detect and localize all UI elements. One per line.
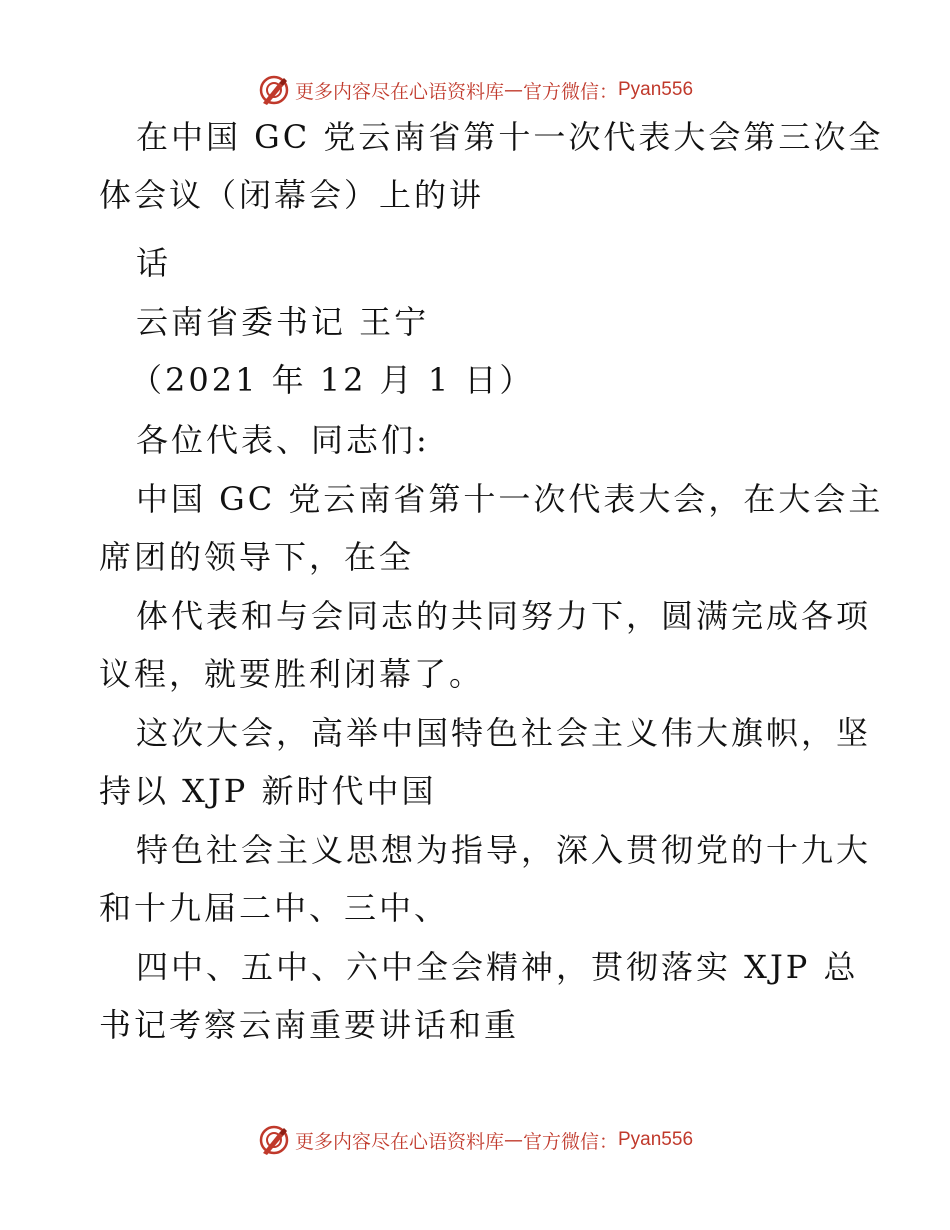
paragraph-line: 体代表和与会同志的共同努力下，圆满完成各项 — [136, 597, 872, 635]
paragraph-line: 和十九届二中、三中、 — [99, 889, 450, 927]
watermark-separator: — — [503, 79, 523, 101]
watermark-main-text: 更多内容尽在心语资料库 — [294, 1130, 504, 1153]
pen-circle-logo-icon — [257, 1123, 291, 1157]
footer-watermark — [0, 1120, 950, 1160]
title-line-2: 体会议（闭幕会）上的讲 — [99, 176, 485, 214]
paragraph-line: 这次大会，高举中国特色社会主义伟大旗帜，坚 — [136, 714, 872, 752]
paragraph-line: 席团的领导下，在全 — [99, 538, 415, 576]
watermark-sub-text: 官方微信： — [522, 80, 618, 103]
date-line: （2021 年 12 月 1 日） — [130, 361, 535, 399]
title-line-3: 话 — [136, 244, 172, 282]
paragraph-line: 中国 GC 党云南省第十一次代表大会，在大会主 — [136, 480, 884, 518]
paragraph-line: 四中、五中、六中全会精神，贯彻落实 XJP 总 — [136, 948, 859, 986]
watermark-account: Pyan556 — [618, 79, 694, 100]
watermark-sub-text: 官方微信： — [522, 1130, 618, 1153]
paragraph-line: 书记考察云南重要讲话和重 — [99, 1006, 520, 1044]
watermark-account: Pyan556 — [618, 1129, 694, 1150]
paragraph-line: 特色社会主义思想为指导，深入贯彻党的十九大 — [136, 831, 872, 869]
salutation-line: 各位代表、同志们: — [136, 421, 430, 459]
paragraph-line: 持以 XJP 新时代中国 — [99, 772, 437, 810]
pen-circle-logo-icon — [257, 73, 291, 107]
paragraph-line: 议程，就要胜利闭幕了。 — [99, 655, 485, 693]
header-watermark — [0, 70, 950, 110]
watermark-separator: — — [503, 1129, 523, 1151]
title-line-1: 在中国 GC 党云南省第十一次代表大会第三次全 — [136, 118, 884, 156]
watermark-main-text: 更多内容尽在心语资料库 — [294, 80, 504, 103]
author-line: 云南省委书记 王宁 — [136, 303, 430, 341]
